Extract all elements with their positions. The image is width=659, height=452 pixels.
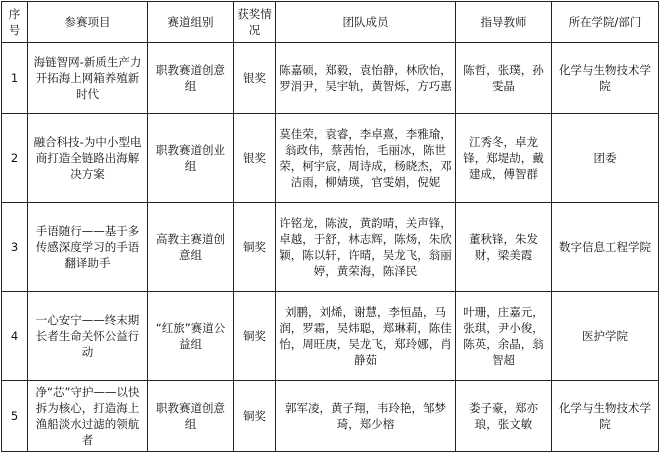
header-advisors: 指导教师 bbox=[456, 2, 552, 43]
cell-advisors: 娄子豪，郑亦琅，张文敏 bbox=[456, 381, 552, 452]
header-project: 参赛项目 bbox=[28, 2, 148, 43]
cell-project: 融合科技-为中小型电商打造全链路出海解决方案 bbox=[28, 114, 148, 203]
cell-advisors: 董秋锋，朱发财，梁美霞 bbox=[456, 203, 552, 292]
cell-award: 银奖 bbox=[234, 114, 276, 203]
cell-no: 1 bbox=[2, 43, 28, 114]
header-college: 所在学院/部门 bbox=[552, 2, 659, 43]
cell-track: 职教赛道创意组 bbox=[148, 43, 234, 114]
awards-table bbox=[1, 1, 659, 452]
cell-college: 化学与生物技术学院 bbox=[552, 381, 659, 452]
table-row bbox=[2, 43, 659, 114]
cell-members: 郭军凌，黄子翔，韦玲艳，邹梦琦，郑少榕 bbox=[276, 381, 456, 452]
header-award: 获奖情况 bbox=[234, 2, 276, 43]
cell-no: 3 bbox=[2, 203, 28, 292]
cell-track: 职教赛道创业组 bbox=[148, 114, 234, 203]
cell-track: 职教赛道创意组 bbox=[148, 381, 234, 452]
cell-award: 铜奖 bbox=[234, 381, 276, 452]
cell-college: 团委 bbox=[552, 114, 659, 203]
cell-advisors: 叶珊，庄嘉元，张琪，尹小俊，陈英，余晶，翁智超 bbox=[456, 292, 552, 381]
header-no: 序号 bbox=[2, 2, 28, 43]
cell-track: 高教主赛道创意组 bbox=[148, 203, 234, 292]
cell-members: 莫佳荣，袁睿，李卓熹，李雅瑜，翁政伟，蔡茜怡，毛丽冰，陈世荣，柯宇宸，周诗成，杨晓杰，邓洁雨，柳婧瑛，官雯娟，倪妮 bbox=[276, 114, 456, 203]
cell-advisors: 陈哲，张璞，孙雯晶 bbox=[456, 43, 552, 114]
header-track: 赛道组别 bbox=[148, 2, 234, 43]
cell-project: 一心安宁——终末期长者生命关怀公益行动 bbox=[28, 292, 148, 381]
cell-no: 2 bbox=[2, 114, 28, 203]
cell-project: 海链智网-新质生产力开拓海上网箱养殖新时代 bbox=[28, 43, 148, 114]
table-row bbox=[2, 114, 659, 203]
cell-project: 净“芯”守护——以快拆为核心，打造海上渔船淡水过滤的领航者 bbox=[28, 381, 148, 452]
cell-advisors: 江秀冬，卓龙锋，郑堤劼，戴建成，傅智群 bbox=[456, 114, 552, 203]
cell-no: 5 bbox=[2, 381, 28, 452]
cell-award: 铜奖 bbox=[234, 203, 276, 292]
cell-members: 许铭龙，陈波，黄韵晴，关声锋，卓越，于舒，林志辉，陈炀，朱欣颖，陈以轩，许晴，吴龙飞，翁丽婷，黄荣海，陈泽民 bbox=[276, 203, 456, 292]
cell-no: 4 bbox=[2, 292, 28, 381]
cell-members: 陈嘉硕，郑毅，袁怡静，林欣怡，罗涓尹，吴宇轨，黄智烁，方巧惠 bbox=[276, 43, 456, 114]
cell-award: 铜奖 bbox=[234, 292, 276, 381]
cell-project: 手语随行——基于多传感深度学习的手语翻译助手 bbox=[28, 203, 148, 292]
header-row bbox=[2, 2, 659, 43]
table-row bbox=[2, 381, 659, 452]
cell-college: 数字信息工程学院 bbox=[552, 203, 659, 292]
header-members: 团队成员 bbox=[276, 2, 456, 43]
cell-college: 化学与生物技术学院 bbox=[552, 43, 659, 114]
cell-college: 医护学院 bbox=[552, 292, 659, 381]
cell-members: 刘鹏，刘烯，谢慧，李恒晶，马润，罗霜，吴炜聪，郑琳莉，陈佳怡，周旺庚，吴龙飞，郑玲娜，肖静茹 bbox=[276, 292, 456, 381]
table-row bbox=[2, 292, 659, 381]
table-row bbox=[2, 203, 659, 292]
cell-track: “红旅”赛道公益组 bbox=[148, 292, 234, 381]
cell-award: 银奖 bbox=[234, 43, 276, 114]
